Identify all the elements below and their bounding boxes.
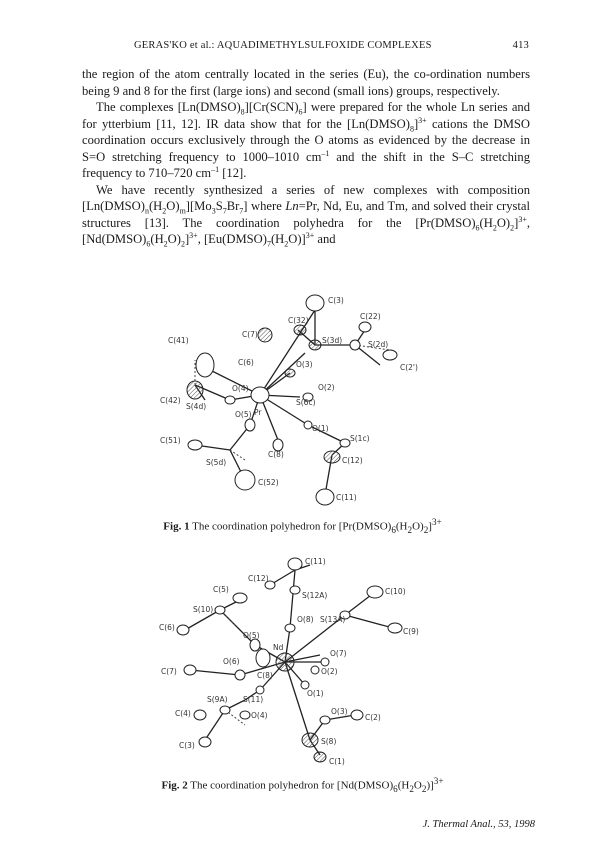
atom-c32 [294,325,306,335]
label-s10: S(10) [193,605,214,614]
label-c1: C(1) [329,757,345,766]
label-c7: C(7) [161,667,177,676]
label-c6: C(6) [159,623,175,632]
label-o3: O(3) [296,360,313,369]
atom-c9 [388,623,402,633]
label-o4: O(4) [251,711,268,720]
atom-pr [251,387,269,403]
atom-c8 [256,649,270,667]
atom-o5 [250,639,260,651]
label-c52: C(52) [258,478,279,487]
figure-2-diagram [145,550,445,775]
atom-s1c [340,439,350,447]
paragraph-2: The complexes $[Ln(DMSO)_8][Cr(SCN)_6]$ were prepared for the whole Ln series and for ytterbium [11, 12]. IR data show that for the $[Ln(DMSO)_8]^{3+}$ cations the DMSO coordination occurs exclusively through the O atoms as evidenced by the decrease in S=O stretching frequency to 1000–1010 $cm^{-1}$ and the shift in the S–C stretching frequency to 710–720 $cm^{-1}$ [12]. [82,100,531,180]
atom-o2 [311,666,319,674]
atom-s10 [215,606,225,614]
label-c11: C(11) [336,493,357,502]
atom-c51 [188,440,202,450]
atom-o4 [225,396,235,404]
atom-c42 [187,381,203,399]
label-c5: C(5) [213,585,229,594]
label-s12a: S(12A) [302,591,328,600]
atom-s3d [309,340,321,350]
figure-1-caption: Fig. 1 The coordination polyhedron for $[Pr(DMSO)_6(H_2O)_2]^{3+}$ [163,517,442,535]
atom-c52 [235,470,255,490]
atom-c5 [233,593,247,603]
paragraph-3: We have recently synthesized a series of new complexes with composition $[Ln(DMSO)_n(H_2O)_m][Mo_3S_7Br_7]$ where Ln=Pr, Nd, Eu, and Tm, and solved their crystal structures [13]. The coordination polyhedra for the $[Pr(DMSO)_6(H_2O)_2]^{3+}$, $[Nd(DMSO)_6(H_2O)_2]^{3+}$, $[Eu(DMSO)_7(H_2O)]^{3+}$ and [82,182,530,249]
label-c12: C(12) [248,574,269,583]
label-s1c: S(1c) [350,434,370,443]
label-o2: O(2) [321,667,338,676]
label-s11: S(11) [243,695,264,704]
atom-s2d [350,340,360,350]
atom-c11 [288,558,302,570]
label-c32: C(32) [288,316,309,325]
atom-c22 [359,322,371,332]
label-c7: C(7) [242,330,258,339]
atom-o6 [235,670,245,680]
atom-c10 [367,586,383,598]
label-o1: O(1) [307,689,324,698]
label-c3: C(3) [328,296,344,305]
label-o2: O(2) [318,383,335,392]
atom-o4 [240,711,250,719]
atom-o3 [320,716,330,724]
label-c8: C(8) [257,671,273,680]
atom-c2 [351,710,363,720]
label-pr: Pr [254,408,262,417]
atom-s8 [302,733,318,747]
atom-o5 [245,419,255,431]
figure-2-svg [145,550,445,775]
atom-c2x [383,350,397,360]
atom-c7 [258,328,272,342]
label-c22: C(22) [360,312,381,321]
label-c2x: C(2') [400,363,418,372]
atom-s11 [256,686,264,694]
journal-footer: J. Thermal Anal., 53, 1998 [422,819,535,830]
atom-c41 [196,353,214,377]
label-o5: O(5) [243,631,260,640]
atom-c4 [194,710,206,720]
atom-nd [276,653,294,671]
label-o4: O(4) [232,384,249,393]
atom-c3 [199,737,211,747]
atom-o7 [321,658,329,666]
paragraph-1: the region of the atom centrally located in the series (Eu), the co-ordination numbers being 9 and 8 for the first (large ions) and second (small ions) groups, respectively. [82,67,530,98]
label-s4d: S(4d) [186,402,207,411]
label-s2d: S(2d) [368,340,389,349]
atom-o1 [304,421,312,429]
atom-o3 [285,369,295,377]
label-s6c: S(6c) [296,398,316,407]
label-c10: C(10) [385,587,406,596]
atom-c12 [324,451,340,463]
figure-1-svg [150,285,450,515]
label-s5d: S(5d) [206,458,227,467]
label-c8: C(8) [268,450,284,459]
atom-o8 [285,624,295,632]
label-c41: C(41) [168,336,189,345]
atom-s12a [290,586,300,594]
label-o8: O(8) [297,615,314,624]
label-c2: C(2) [365,713,381,722]
label-o5: O(5) [235,410,252,419]
label-s13a: S(13A) [320,615,346,624]
label-c4: C(4) [175,709,191,718]
label-o6: O(6) [223,657,240,666]
label-s9a: S(9A) [207,695,228,704]
atom-c1 [314,752,326,762]
label-c42: C(42) [160,396,181,405]
label-o7: O(7) [330,649,347,658]
atom-c11 [316,489,334,505]
figure-2-caption: Fig. 2 The coordination polyhedron for $[Nd(DMSO)_6(H_2O_2)]^{3+}$ [161,776,444,794]
label-c9: C(9) [403,627,419,636]
label-c3: C(3) [179,741,195,750]
atom-s9a [220,706,230,714]
figure-1-diagram [150,285,450,515]
running-header [82,40,529,54]
label-c11: C(11) [305,557,326,566]
label-c6: C(6) [238,358,254,367]
atom-c7 [184,665,196,675]
label-s8: S(8) [321,737,337,746]
running-title: GERAS'KO et al.: AQUADIMETHYLSULFOXIDE COMPLEXES [134,40,432,51]
atom-c6 [177,625,189,635]
page-number: 413 [512,40,529,51]
body-text [82,66,530,248]
label-s3d: S(3d) [322,336,343,345]
label-o1: O(1) [312,424,329,433]
label-o3: O(3) [331,707,348,716]
atom-o1 [301,681,309,689]
label-nd: Nd [273,643,284,652]
atom-c3 [306,295,324,311]
label-c12: C(12) [342,456,363,465]
label-c51: C(51) [160,436,181,445]
